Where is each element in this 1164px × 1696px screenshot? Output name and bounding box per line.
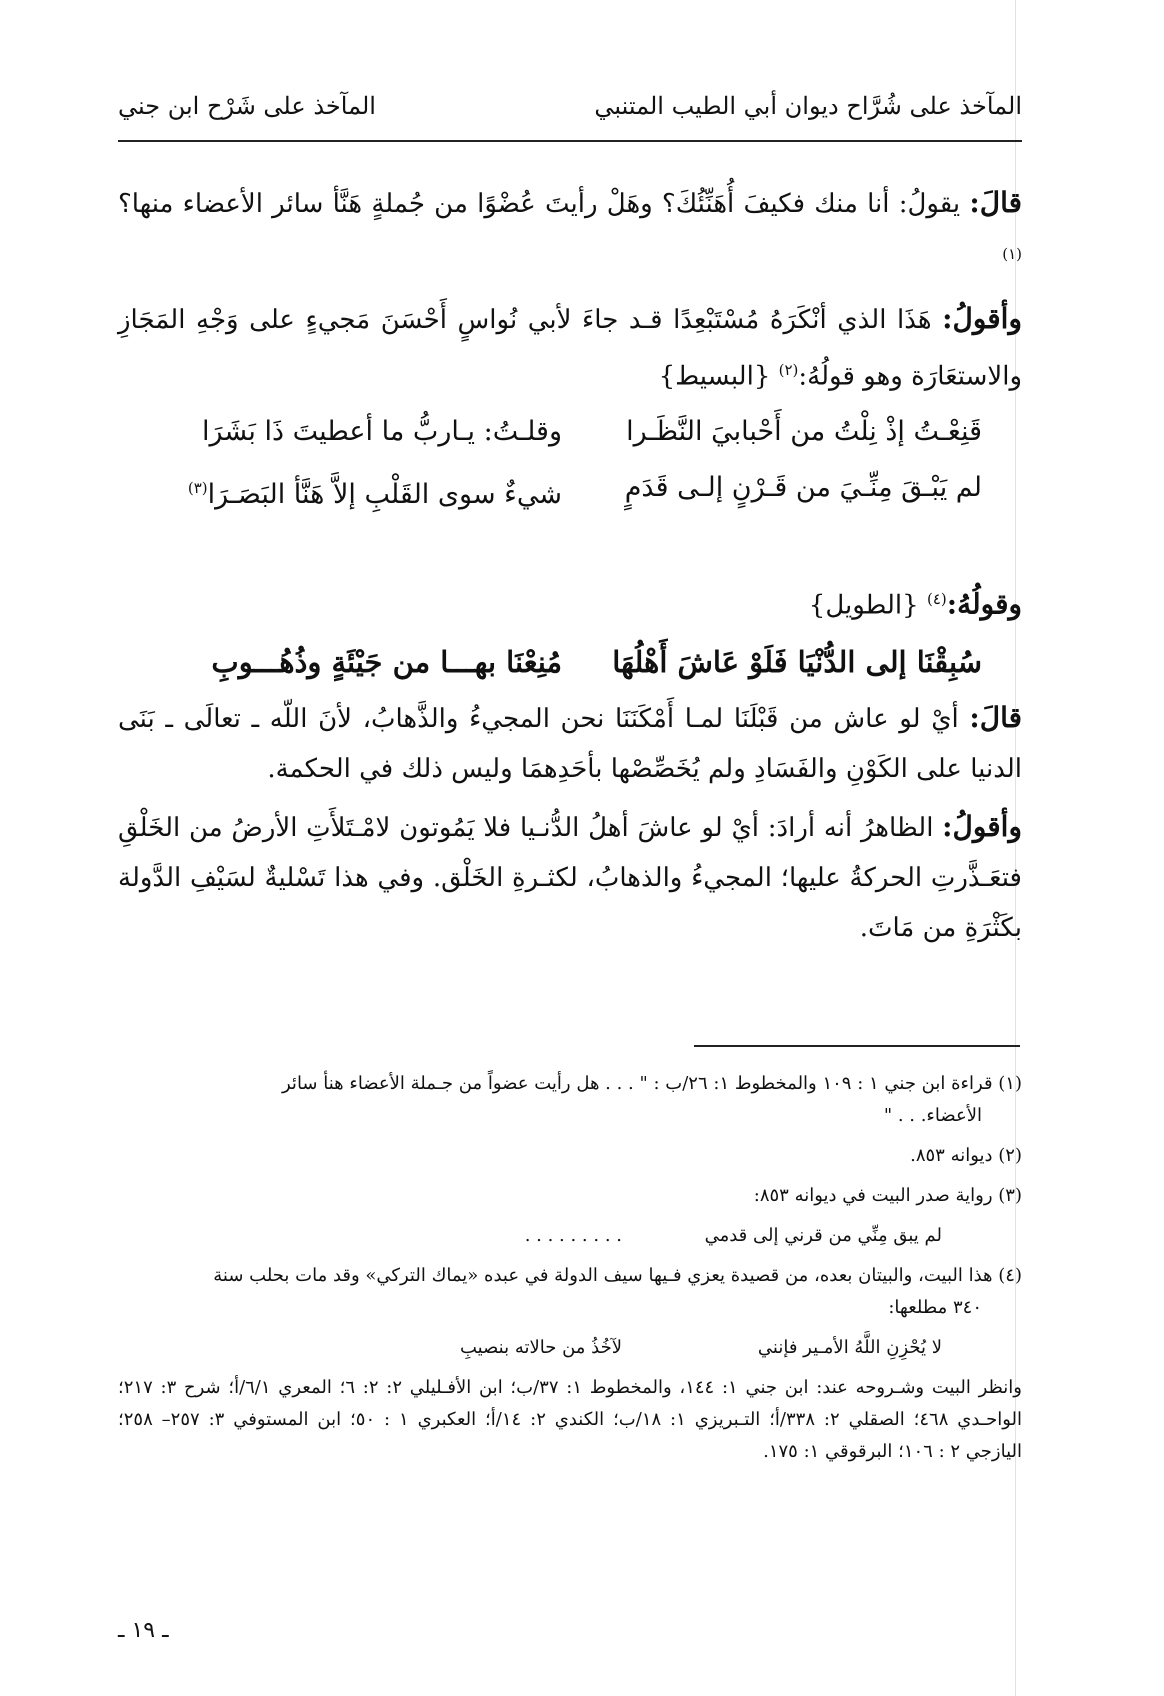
verse-line bbox=[118, 637, 1022, 687]
header-book-title: المآخذ على شُرَّاح ديوان أبي الطيب المتنبي bbox=[594, 92, 1022, 120]
verse-line bbox=[118, 463, 1022, 520]
main-text bbox=[118, 178, 1022, 953]
footnote-verse bbox=[118, 1332, 1022, 1364]
verse-text: شيءٌ سوى القَلْبِ إلاَّ هَنَّأ البَصَـرَا bbox=[207, 479, 562, 511]
meter-label: {الطويل} bbox=[808, 590, 919, 621]
verse-hemistich-second: مُنِعْنَا بهـــا من جَيْئَةٍ وذُهُـــوبِ bbox=[211, 644, 562, 679]
verse-hemistich-first: سُبِقْنَا إلى الدُّنْيَا فَلَوْ عَاشَ أَهْلُهَا bbox=[612, 644, 982, 679]
footnote-ref: (٣) bbox=[187, 479, 208, 498]
footnote-verse-first: لا يُحْزِنِ اللَّهُ الأمـير فإنني bbox=[757, 1337, 942, 1358]
footnote-verse-first: لم يبق مِنِّي من قرني إلى قدمي bbox=[704, 1225, 942, 1246]
footnote-verse-second: . . . . . . . . . bbox=[524, 1225, 622, 1246]
header-rule bbox=[118, 140, 1022, 142]
meter-label: {البسيط} bbox=[658, 361, 771, 392]
footnote-ref: (١) bbox=[1002, 245, 1022, 263]
verse-hemistich-first: لم يَبْـقَ مِنِّـيَ من قَـرْنٍ إلـى قَدَمٍ bbox=[624, 472, 982, 504]
paragraph-5 bbox=[118, 802, 1022, 953]
footnote-rule bbox=[694, 1045, 1020, 1047]
footnotes bbox=[118, 1068, 1022, 1476]
paragraph-lead: وأقولُ: bbox=[942, 809, 1022, 843]
paragraph-text: الظاهرُ أنه أرادَ: أيْ لو عاشَ أهلُ الدُّنـيا فلا يَمُوتون لامْـتَلأَتِ الأرضُ من الخَلْقِ فتعَـذَّرتِ الحركةُ عليها؛ المجيءُ والذهابُ، لكثـرةِ الخَلْق. وفي هذا تَسْليةٌ لسَيْفِ الدَّولة بكَثْرَةِ من مَاتَ. bbox=[118, 812, 1022, 943]
paragraph-2 bbox=[118, 294, 1022, 402]
footnote-verse bbox=[118, 1220, 1022, 1252]
spacer bbox=[118, 526, 1022, 574]
footnote-ref: (٤) bbox=[926, 590, 947, 609]
footnote-references: وانظر البيت وشـروحه عند: ابن جني ١: ١٤٤، والمخطوط ١: ٣٧/ب؛ ابن الأفـليلي ٢: ٢: ٦؛ المعري ٦/١/أ؛ شرح ٣: ٢١٧؛ الواحـدي ٤٦٨؛ الصقلي ٢: ٣٣٨/أ؛ التـبريزي ١: ١٨/ب؛ الكندي ٢: ١٤/أ؛ العكبري ١ : ٥٠؛ ابن المستوفي ٣: ٢٥٧– ٢٥٨؛ اليازجي ٢ : ١٠٦؛ البرقوقي ١: ١٧٥. bbox=[118, 1377, 1023, 1462]
running-header bbox=[118, 92, 1022, 132]
paragraph-4 bbox=[118, 693, 1022, 794]
paragraph-lead: وأقولُ: bbox=[942, 301, 1022, 335]
paragraph-text: يقولُ: أنا منك فكيفَ أُهَنِّئُكَ؟ وهَلْ رأيتَ عُضْوًا من جُملةٍ هَنَّأ سائر الأعضاء منها؟ bbox=[118, 189, 961, 219]
verse-line bbox=[118, 407, 1022, 457]
verse-hemistich-second: وقلـتُ: يـاربُّ ما أعطيتَ ذَا بَشَرَا bbox=[201, 416, 562, 448]
paragraph-text: هَذَا الذي أنْكَرَهُ مُسْتَبْعِدًا قـد جاءَ لأبي نُواسٍ أَحْسَنَ مَجيءٍ على وَجْهِ المَجَازِ والاستعَارَة وهو قولُهُ: bbox=[118, 304, 1022, 392]
paragraph-1 bbox=[118, 178, 1022, 286]
paragraph-3 bbox=[118, 574, 1022, 631]
footnote-ref: (٢) bbox=[778, 360, 799, 379]
footnote-3: (٣) رواية صدر البيت في ديوانه ٨٥٣: bbox=[753, 1185, 1022, 1206]
paragraph-text: أيْ لو عاش من قَبْلَنَا لمـا أَمْكَنَنَا نحن المجيءُ والذَّهابُ، لأنَ اللّه ـ تعالَى ـ بَنَى الدنيا على الكَوْنِ والفَسَادِ ولم يُخَصِّصْها بأحَدِهمَا وليس ذلك في الحكمة. bbox=[118, 703, 1022, 784]
footnote-continuation: الأعضاء. . . " bbox=[883, 1105, 982, 1126]
footnote-2: (٢) ديوانه ٨٥٣. bbox=[910, 1145, 1022, 1166]
paragraph-lead: وقولُهُ: bbox=[946, 587, 1022, 621]
verse-hemistich-second bbox=[182, 463, 602, 520]
page-number: ـ ١٩ ـ bbox=[118, 1618, 169, 1643]
header-section-title: المآخذ على شَرْح ابن جني bbox=[118, 92, 376, 120]
footnote-continuation: ٣٤٠ مطلعها: bbox=[888, 1297, 982, 1318]
footnote-text: (٤) هذا البيت، والبيتان بعده، من قصيدة يعزي فـيها سيف الدولة في عبده «يماك التركي» وقد مات بحلب سنة bbox=[213, 1265, 1022, 1286]
paragraph-lead: قالَ: bbox=[969, 186, 1023, 219]
footnote-1 bbox=[118, 1068, 1022, 1132]
footnote-text: (١) قراءة ابن جني ١ : ١٠٩ والمخطوط ١: ٢٦/ب : " . . . هل رأيت عضواً من جـملة الأعضاء هنأ سائر bbox=[282, 1073, 1022, 1094]
verse-hemistich-first: قَنِعْـتُ إذْ نِلْتُ من أَحْبابيَ النَّظَـرا bbox=[626, 416, 982, 448]
footnote-4 bbox=[118, 1260, 1022, 1324]
paragraph-lead: قالَ: bbox=[969, 700, 1023, 734]
footnote-verse-second: لآخُذُ من حالاته بنصيبِ bbox=[459, 1337, 622, 1358]
